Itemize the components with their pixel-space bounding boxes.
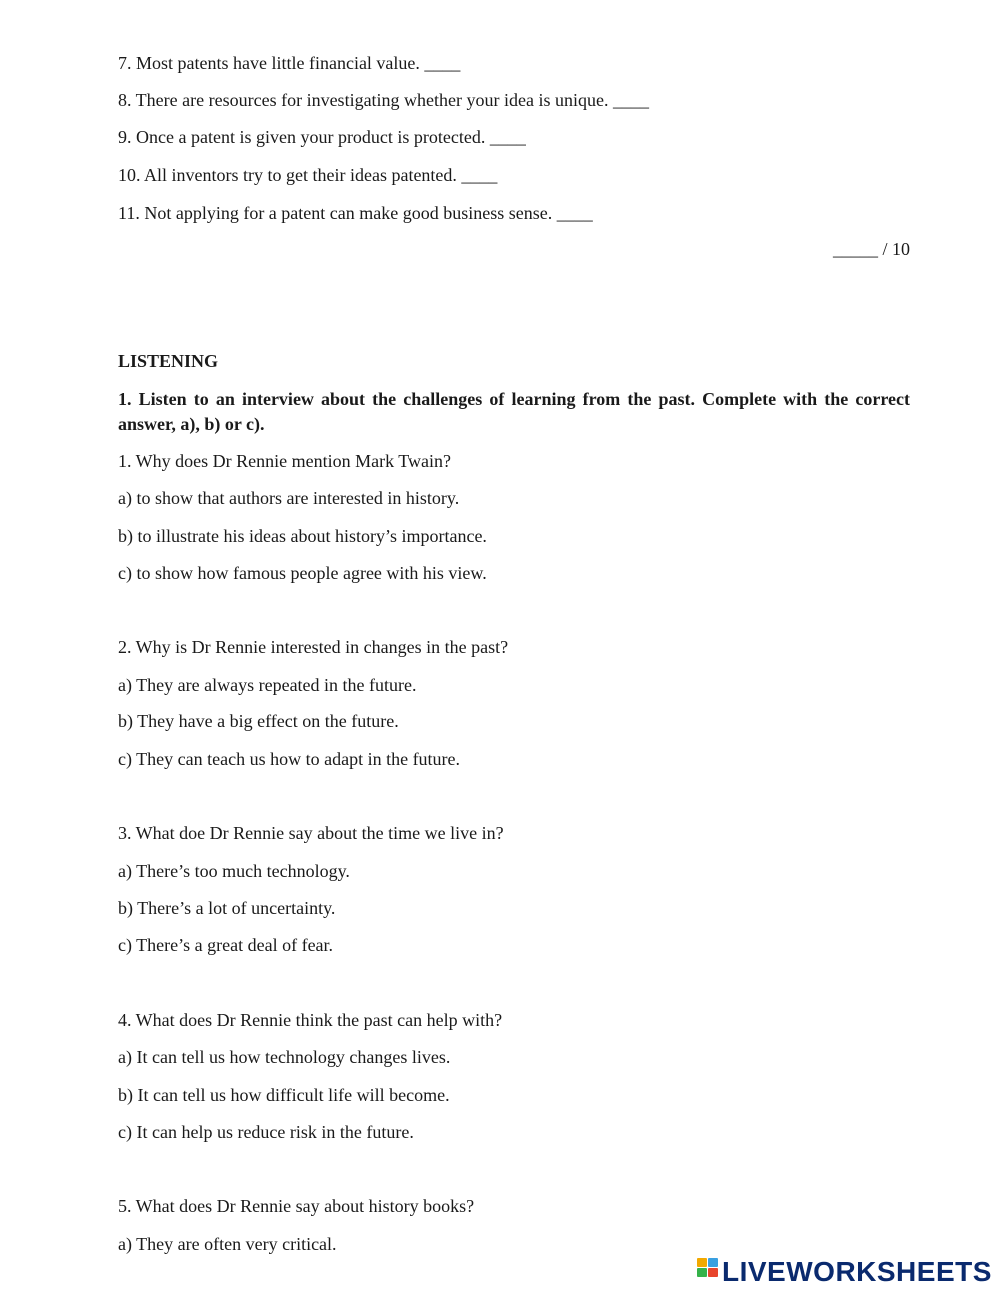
logo-text: LIVEWORKSHEETS — [722, 1256, 992, 1287]
question-1: 1. Why does Dr Rennie mention Mark Twain? — [118, 451, 452, 471]
option-3b: b) There’s a lot of uncertainty. — [118, 898, 336, 918]
question-3: 3. What doe Dr Rennie say about the time we live in? — [118, 823, 504, 843]
option-4c: c) It can help us reduce risk in the future. — [118, 1122, 414, 1142]
question-4: 4. What does Dr Rennie think the past can help with? — [118, 1010, 503, 1030]
option-1a: a) to show that authors are interested in history. — [118, 488, 460, 508]
option-2c: c) They can teach us how to adapt in the future. — [118, 749, 461, 769]
question-2: 2. Why is Dr Rennie interested in changes in the past? — [118, 637, 509, 657]
option-4a: a) It can tell us how technology changes lives. — [118, 1047, 451, 1067]
option-3c: c) There’s a great deal of fear. — [118, 935, 334, 955]
statement-8: 8. There are resources for investigating whether your idea is unique. ____ — [118, 90, 649, 110]
option-1c: c) to show how famous people agree with his view. — [118, 563, 487, 583]
statement-11: 11. Not applying for a patent can make good business sense. ____ — [118, 203, 593, 223]
liveworksheets-logo — [697, 1257, 992, 1287]
option-3a: a) There’s too much technology. — [118, 861, 350, 881]
statement-10: 10. All inventors try to get their ideas patented. ____ — [118, 165, 498, 185]
section-heading: LISTENING — [118, 351, 219, 371]
instruction: 1. Listen to an interview about the challenges of learning from the past. Complete with the correct answer, a), b) or c). — [118, 389, 910, 434]
option-5a: a) They are often very critical. — [118, 1234, 337, 1254]
option-1b: b) to illustrate his ideas about history’s importance. — [118, 526, 487, 546]
option-4b: b) It can tell us how difficult life will become. — [118, 1085, 450, 1105]
statement-7: 7. Most patents have little financial value. ____ — [118, 53, 461, 73]
option-2b: b) They have a big effect on the future. — [118, 711, 399, 731]
question-5: 5. What does Dr Rennie say about history books? — [118, 1196, 475, 1216]
statement-9: 9. Once a patent is given your product is protected. ____ — [118, 127, 526, 147]
logo-mark-icon — [697, 1258, 719, 1286]
score-line: _____ / 10 — [832, 239, 910, 259]
option-2a: a) They are always repeated in the future. — [118, 675, 417, 695]
